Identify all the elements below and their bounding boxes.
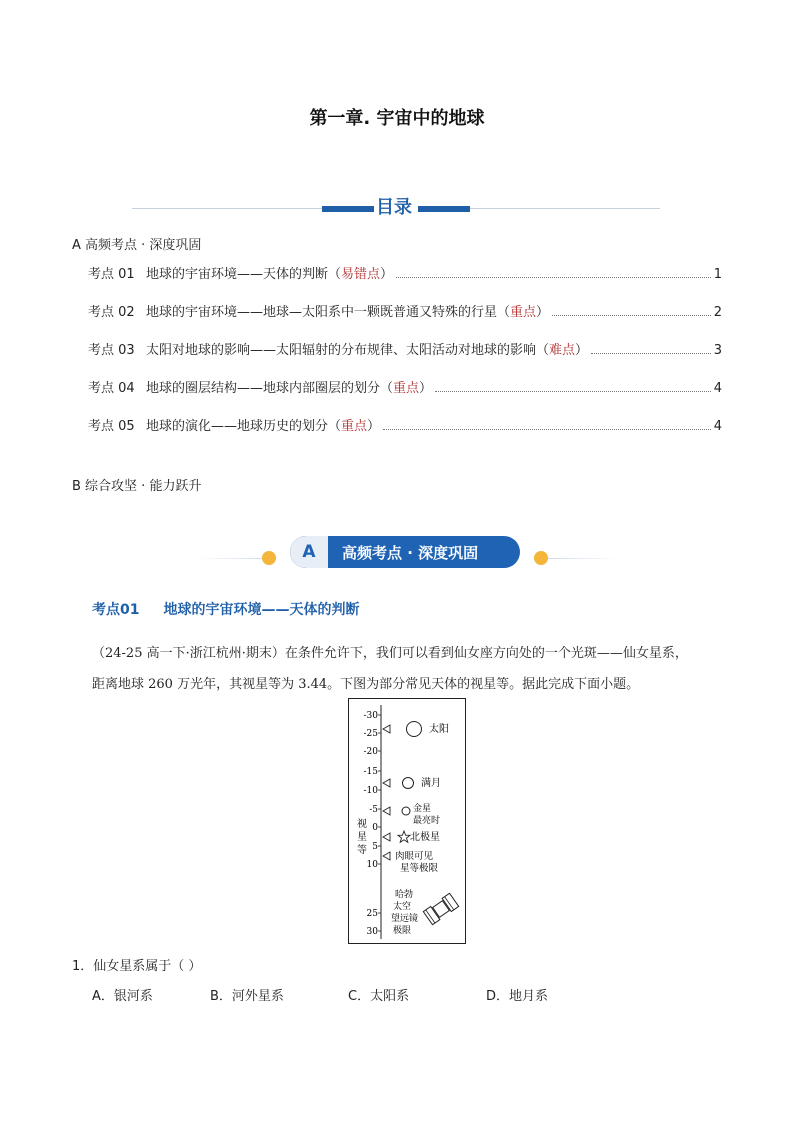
hubble-telescope-icon	[423, 893, 458, 924]
pointer-marker	[383, 779, 390, 787]
toc-section-b[interactable]: B 综合攻坚 · 能力跃升	[72, 479, 202, 494]
toc-item-tag: 易错点	[341, 267, 381, 282]
label-hubble-1: 哈勃	[395, 890, 414, 900]
axis-label-char-3: 等	[357, 845, 367, 856]
toc-leader	[591, 353, 711, 354]
toc-leader	[435, 391, 711, 392]
tick-label: 10	[366, 860, 378, 870]
tick-label: -20	[363, 747, 378, 757]
toc-item-text: 地球的圈层结构——地球内部圈层的划分（重点）	[146, 381, 433, 396]
toc-leader	[383, 429, 711, 430]
toc-section-a[interactable]: A 高频考点 · 深度巩固	[72, 238, 202, 253]
toc-item-text: 太阳对地球的影响——太阳辐射的分布规律、太阳活动对地球的影响（难点）	[146, 343, 589, 358]
question-intro-line-2: 距离地球 260 万光年，其视星等为 3.44。下图为部分常见天体的视星等。据此完成下面小题。	[92, 677, 640, 692]
toc-item-num: 考点 02	[88, 305, 135, 320]
toc-item-num: 考点 01	[88, 267, 135, 282]
tick-label: -5	[369, 805, 378, 815]
toc-heading: 目录	[376, 197, 412, 218]
option-b[interactable]: B．河外星系	[210, 989, 284, 1004]
question-intro-line-1: （24-25 高一下·浙江杭州·期末）在条件允许下，我们可以看到仙女座方向处的一个光斑——仙女星系，	[92, 646, 688, 661]
sun-icon	[407, 722, 422, 737]
toc-item-text: 地球的宇宙环境——天体的判断（易错点）	[146, 267, 394, 282]
toc-item-page: 4	[713, 381, 722, 396]
label-polaris: 北极星	[410, 832, 440, 843]
label-hubble-4: 极限	[393, 926, 412, 936]
option-a[interactable]: A．银河系	[92, 989, 153, 1004]
toc-item-tag: 重点	[393, 381, 420, 396]
toc-item-page: 2	[713, 305, 722, 320]
section-a-banner	[290, 536, 520, 568]
toc-divider-right	[470, 208, 660, 209]
tick-label: 0	[372, 823, 378, 833]
toc-leader	[396, 277, 711, 278]
moon-icon	[403, 778, 414, 789]
toc-item-num: 考点 04	[88, 381, 135, 396]
banner-line-right	[540, 558, 620, 559]
pointer-marker	[383, 852, 390, 860]
tick-label: -15	[363, 767, 378, 777]
toc-divider-left	[132, 208, 322, 209]
option-d[interactable]: D．地月系	[486, 989, 549, 1004]
axis-label-char-1: 视	[357, 819, 367, 830]
toc-item-num: 考点 05	[88, 419, 135, 434]
axis-label-char-2: 星	[357, 832, 367, 843]
toc-item[interactable]	[88, 302, 722, 320]
toc-item-tag: 难点	[549, 343, 576, 358]
toc-item[interactable]	[88, 264, 722, 282]
magnitude-figure	[348, 698, 466, 944]
pointer-marker	[383, 807, 390, 815]
polaris-star-icon	[398, 831, 410, 842]
label-venus-2: 最亮时	[413, 816, 441, 826]
tick-label: 30	[366, 927, 378, 937]
kaodian-heading	[92, 599, 359, 619]
banner-dot-right	[534, 551, 548, 565]
label-moon: 满月	[421, 778, 441, 789]
banner-dot-left	[262, 551, 276, 565]
toc-item[interactable]	[88, 340, 722, 358]
label-naked-2: 星等极限	[400, 863, 439, 874]
banner-text: 高频考点 · 深度巩固	[342, 543, 479, 562]
label-hubble-3: 望远镜	[391, 914, 419, 924]
toc-item-tag: 重点	[341, 419, 368, 434]
toc-item-tag: 重点	[510, 305, 537, 320]
toc-leader	[552, 315, 711, 316]
tick-group	[364, 711, 391, 937]
tick-label: -30	[363, 711, 378, 721]
tick-label: -10	[363, 786, 378, 796]
option-c[interactable]: C．太阳系	[348, 989, 410, 1004]
kaodian-num: 考点01	[92, 602, 140, 618]
tick-label: 25	[366, 909, 378, 919]
question-1-stem: 1．仙女星系属于（ ）	[72, 959, 202, 974]
pointer-marker	[383, 833, 390, 841]
tick-label: 5	[372, 842, 378, 852]
toc-item-text: 地球的宇宙环境——地球—太阳系中一颗既普通又特殊的行星（重点）	[146, 305, 550, 320]
banner-letter: A	[290, 536, 328, 568]
toc-item-text: 地球的演化——地球历史的划分（重点）	[146, 419, 381, 434]
magnitude-diagram	[349, 699, 465, 943]
label-hubble-2: 太空	[393, 902, 412, 912]
tick-label: -25	[363, 729, 378, 739]
toc-item-page: 3	[713, 343, 722, 358]
label-venus-1: 金星	[413, 804, 432, 814]
toc-item[interactable]	[88, 416, 722, 434]
toc-bar-left	[322, 206, 374, 212]
toc-item-num: 考点 03	[88, 343, 135, 358]
kaodian-text: 地球的宇宙环境——天体的判断	[163, 602, 360, 618]
pointer-marker	[383, 725, 390, 733]
toc-item-page: 1	[713, 267, 722, 282]
label-naked-1: 肉眼可见	[395, 851, 434, 862]
page-title: 第一章. 宇宙中的地球	[309, 108, 485, 129]
toc-bar-right	[418, 206, 470, 212]
toc-item[interactable]	[88, 378, 722, 396]
toc-item-page: 4	[713, 419, 722, 434]
label-sun: 太阳	[429, 724, 449, 735]
venus-icon	[402, 807, 410, 815]
